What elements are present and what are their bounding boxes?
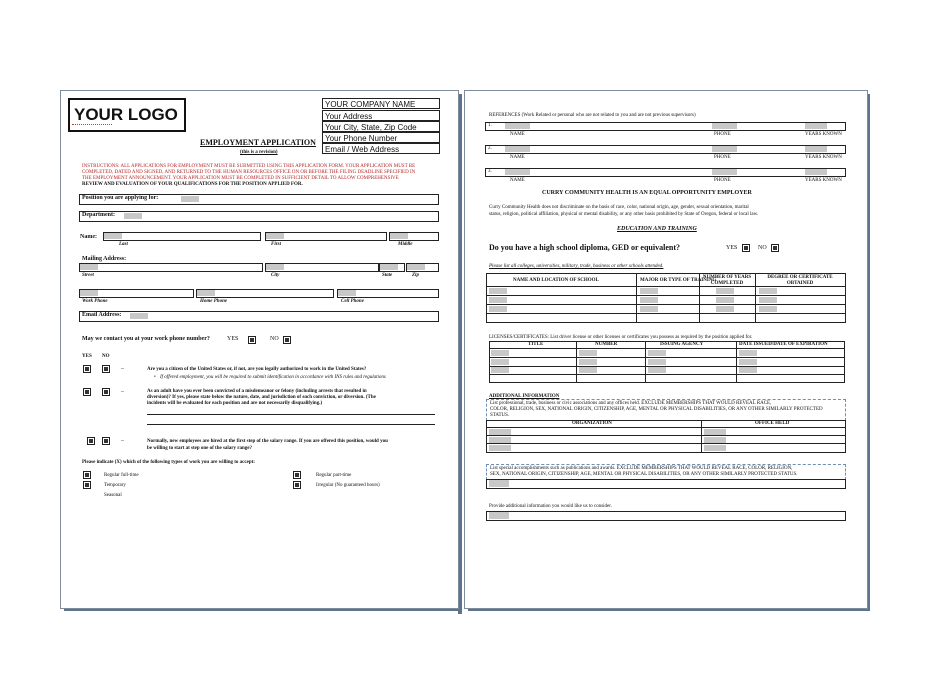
reference-3-name-input[interactable] [505,169,530,175]
instructions-line-1: INSTRUCTIONS: ALL APPLICATIONS FOR EMPLOYMENT MUST BE SUBMITTED USING THIS APPLICATION FORM. YOUR APPLICATION MUST BE [82,164,416,169]
licenses-row-divider-2 [489,366,844,367]
q2-text-line-2: diversion)? If yes, please state below the nature, date, and jurisdiction of each conviction, or diversion. (The [147,395,376,400]
state-caption: State [382,273,393,278]
q3-text-line-2: be willing to start at step one of the salary range? [147,446,252,451]
reference-2-years-input[interactable] [805,146,827,152]
license-row-3-date-input[interactable] [739,367,757,373]
contact-no-checkbox[interactable] [283,336,291,344]
email-label: Email Address: [82,312,122,318]
accomplishments-field[interactable] [486,479,846,489]
school-row-3-name-input[interactable] [489,306,507,312]
name-last-input[interactable] [104,233,122,239]
org-row-3-name-input[interactable] [489,445,511,451]
license-row-1-agency-input[interactable] [648,350,666,356]
licenses-header-divider [489,348,844,349]
name-middle-input[interactable] [390,233,408,239]
name-middle-caption: Middle [398,242,413,247]
licenses-row-divider-3 [489,374,844,375]
schools-row-divider-3 [486,313,845,314]
diploma-yes-checkbox[interactable] [742,244,750,252]
references-label: REFERENCES (Work Related or personal who are not related to you and are not previous supervisors) [489,113,696,118]
part-time-checkbox[interactable] [293,471,301,479]
reference-3-number: 3. [488,169,492,174]
org-row-2-name-input[interactable] [489,437,511,443]
position-label: Position you are applying for: [82,195,159,201]
irregular-label: Irregular (No guaranteed hours) [316,483,380,488]
reference-3-row[interactable] [485,168,846,177]
licenses-label: LICENSES/CERTIFICATES: List driver license or other licenses or certificates you possess as required by the position applied for. [489,335,753,340]
reference-3-name-caption: NAME [510,178,525,183]
reference-3-phone-input[interactable] [712,169,737,175]
q1-no-checkbox[interactable] [102,365,110,373]
q2-dash: – [121,389,124,395]
diploma-no-label: NO [758,245,767,251]
org-row-1-name-input[interactable] [489,429,511,435]
license-row-2-date-input[interactable] [739,359,757,365]
diploma-no-checkbox[interactable] [771,244,779,252]
eeo-text-line-2: status, religion, political affiliation, physical or mental disability, or any other basis prohibited by State of Oregon, federal or local law. [489,212,759,217]
state-input[interactable] [380,264,398,270]
q1-dash: – [121,366,124,372]
name-first-input[interactable] [266,233,284,239]
school-row-2-degree-input[interactable] [759,297,777,303]
license-row-3-title-input[interactable] [491,367,509,373]
q3-dash: – [121,438,124,444]
department-input[interactable] [124,213,142,219]
email-input[interactable] [130,313,148,319]
licenses-row-divider-1 [489,357,844,358]
reference-1-phone-caption: PHONE [714,132,731,137]
organizations-col-org: ORGANIZATION [572,421,612,426]
q1-text: Are you a citizen of the United States or, if not, are you legally authorized to work in the United States? [147,367,367,372]
street-caption: Street [82,273,94,278]
organizations-row-divider-1 [486,435,845,436]
schools-col-major: MAJOR OR TYPE OF TRAINING [640,278,717,283]
name-label: Name: [80,234,97,240]
provide-info-field[interactable] [486,511,846,521]
org-row-2-office-input[interactable] [704,437,726,443]
company-email-field[interactable]: Email / Web Address [322,143,440,154]
q1-note: If offered employment, you will be required to submit identification in accordance with INS rules and regulations [160,375,386,380]
additional-info-title: ADDITIONAL INFORMATION [489,394,560,399]
reference-2-name-caption: NAME [510,155,525,160]
q3-no-checkbox[interactable] [102,437,110,445]
seasonal-label: Seasonal [104,493,122,498]
full-time-label: Regular full-time [104,473,139,478]
contact-yes-checkbox[interactable] [248,336,256,344]
reference-2-name-input[interactable] [505,146,530,152]
reference-1-name-input[interactable] [505,123,530,129]
schools-label: Please list all colleges, universities, military, trade, business or other schools attended. [489,264,664,269]
reference-2-phone-input[interactable] [712,146,737,152]
licenses-col-number: NUMBER [595,342,618,347]
company-city-field[interactable]: Your City, State, Zip Code [322,121,440,132]
licenses-col-title: TITLE [528,342,544,347]
organizations-col-office: OFFICE HELD [755,421,790,426]
instructions-line-4: REVIEW AND EVALUATION OF YOUR QUALIFICATIONS FOR THE POSITION APPLIED FOR. [82,182,303,187]
q2-text-line-3: incidents will be evaluated for each position and are not necessarily disqualifying.) [147,401,323,406]
q2-answer-line-2[interactable] [147,424,435,425]
form-title: EMPLOYMENT APPLICATION [200,138,316,147]
street-input[interactable] [80,264,98,270]
organizations-col-divider [701,420,702,452]
reference-2-years-caption: YEARS KNOWN [805,155,842,160]
contact-yes-label: YES [227,336,239,342]
organizations-row-divider-2 [486,443,845,444]
org-row-3-office-input[interactable] [704,445,726,451]
position-input[interactable] [181,196,199,202]
company-phone-field[interactable]: Your Phone Number [322,132,440,143]
cell-phone-input[interactable] [338,290,356,296]
q2-text-line-1: As an adult have you ever been convicted of a misdemeanor or felony (including arrests that resulted in [147,389,367,394]
q2-no-checkbox[interactable] [102,388,110,396]
schools-row-divider-2 [486,304,845,305]
reference-3-phone-caption: PHONE [714,178,731,183]
company-logo: YOUR LOGO [68,98,186,132]
cell-phone-caption: Cell Phone [341,299,364,304]
company-name-field[interactable]: YOUR COMPANY NAME [322,98,440,109]
q2-yes-checkbox[interactable] [83,388,91,396]
schools-row-divider-1 [486,295,845,296]
schools-col-divider-1 [636,273,637,322]
name-last-field[interactable] [103,232,261,241]
diploma-question: Do you have a high school diploma, GED or equivalent? [489,243,680,252]
accomplishments-line-1: List special accomplishments such as publications and awards. EXCLUDE MEMBERSHIPS THAT WOULD REVEAL RACE, COLOR, RELIGION, [490,466,793,471]
eeo-title: CURRY COMMUNITY HEALTH IS AN EQUAL OPPORTUNITY EMPLOYER [542,190,752,196]
accomplishments-input[interactable] [489,480,509,487]
contact-no-label: NO [270,336,279,342]
instructions-line-2: COMPLETED, DATED AND SIGNED, AND RETURNED TO THE HUMAN RESOURCES OFFICE ON OR BEFORE THE FILING DEADLINE SPECIFIED IN [82,170,416,175]
reference-1-number: 1. [488,123,492,128]
diploma-yes-label: YES [726,245,738,251]
logo-spellcheck-underline [72,122,112,125]
home-phone-field[interactable] [196,289,334,298]
irregular-checkbox[interactable] [293,481,301,489]
street-field[interactable] [79,263,263,272]
school-row-2-name-input[interactable] [489,297,507,303]
license-row-2-number-input[interactable] [579,359,597,365]
school-row-3-degree-input[interactable] [759,306,777,312]
reference-3-years-input[interactable] [805,169,827,175]
q1-yes-checkbox[interactable] [83,365,91,373]
license-row-3-number-input[interactable] [579,367,597,373]
provide-info-label: Provide additional information you would like us to consider. [489,504,612,509]
q3-text-line-1: Normally, new employees are hired at the first step of the salary range. If you are offered this position, would you [147,439,388,444]
school-row-1-major-input[interactable] [640,288,658,294]
temporary-checkbox[interactable] [83,481,91,489]
eeo-text-line-1: Curry Community Health does not discriminate on the basis of race, color, national origin, age, gender, sexual orientation, marital [489,205,749,210]
school-row-2-years-input[interactable] [716,297,734,303]
license-row-2-agency-input[interactable] [648,359,666,365]
org-row-1-office-input[interactable] [704,429,726,435]
form-subtitle: (this is a revision) [240,150,278,155]
mailing-address-label: Mailing Address: [82,256,127,262]
name-first-caption: First [271,242,282,247]
yes-column-header: YES [82,354,92,359]
schools-col-divider-3 [755,273,756,322]
schools-col-years: NUMBER OF YEARS COMPLETED [702,275,752,286]
license-row-1-number-input[interactable] [579,350,597,356]
reference-2-number: 2. [488,146,492,151]
provide-info-input[interactable] [489,512,509,519]
schools-col-name: NAME AND LOCATION OF SCHOOL [513,278,599,283]
school-row-1-name-input[interactable] [489,288,507,294]
reference-2-row[interactable] [485,145,846,154]
instructions-line-3: THE EMPLOYMENT ANNOUNCEMENT. YOUR APPLICATION MUST BE COMPLETED IN SUFFICIENT DETAIL TO ALLOW COMPREHENSIVE [82,176,399,181]
name-last-caption: Last [119,242,128,247]
school-row-3-major-input[interactable] [640,306,658,312]
reference-1-years-input[interactable] [805,123,827,129]
additional-info-line-3: STATUS. [490,413,510,418]
school-row-1-years-input[interactable] [716,288,734,294]
license-row-3-agency-input[interactable] [648,367,666,373]
licenses-col-date: DATE ISSUED/DATE OF EXPIRATION [739,342,828,347]
home-phone-caption: Home Phone [200,299,228,304]
reference-1-row[interactable] [485,122,846,131]
zip-input[interactable] [407,264,425,270]
reference-1-phone-input[interactable] [712,123,737,129]
license-row-1-date-input[interactable] [739,350,757,356]
work-phone-input[interactable] [80,290,98,296]
reference-1-years-caption: YEARS KNOWN [805,132,842,137]
q3-yes-checkbox[interactable] [87,437,95,445]
work-type-label: Please indicate (X) which of the following types of work you are willing to accept: [82,460,255,465]
organizations-table [486,420,846,453]
schools-col-degree: DEGREE OR CERTIFICATE OBTAINED [767,275,833,286]
company-address-field[interactable]: Your Address [322,110,440,121]
school-row-2-major-input[interactable] [640,297,658,303]
license-row-1-title-input[interactable] [491,350,509,356]
additional-info-line-2: COLOR, RELIGION, SEX, NATIONAL ORIGIN, CITIZENSHIP, AGE, MENTAL OR PHYSICAL DISABILITIES, OR ANY OTHER SIMILARLY PROTECTED [490,407,823,412]
part-time-label: Regular part-time [316,473,352,478]
full-time-checkbox[interactable] [83,471,91,479]
department-label: Department: [82,212,115,218]
additional-info-line-1: List professional, trade, business or civic associations and any offices held. EXCLUDE MEMBERSHIPS THAT WOULD REVEAL RACE, [490,401,772,406]
work-phone-caption: Work Phone [82,299,108,304]
reference-2-phone-caption: PHONE [714,155,731,160]
temporary-label: Temporary [104,483,126,488]
organizations-header-divider [486,427,845,428]
city-input[interactable] [266,264,284,270]
education-title: EDUCATION AND TRAINING [617,226,697,232]
contact-question: May we contact you at your work phone number? [82,336,210,342]
licenses-col-agency: ISSUING AGENCY [660,342,704,347]
reference-3-years-caption: YEARS KNOWN [805,178,842,183]
zip-caption: Zip [412,273,419,278]
home-phone-input[interactable] [197,290,215,296]
reference-1-name-caption: NAME [510,132,525,137]
accomplishments-line-2: SEX, NATIONAL ORIGIN, CITIZENSHIP, AGE, MENTAL OR PHYSICAL DISABILITIES, OR ANY OTHER SIMILARLY PROTECTED STATUS. [490,472,798,477]
no-column-header: NO [102,354,110,359]
school-row-3-years-input[interactable] [716,306,734,312]
city-caption: City [271,273,280,278]
q2-answer-line-1[interactable] [147,414,435,415]
school-row-1-degree-input[interactable] [759,288,777,294]
license-row-2-title-input[interactable] [491,359,509,365]
q1-bullet: • [154,375,156,380]
